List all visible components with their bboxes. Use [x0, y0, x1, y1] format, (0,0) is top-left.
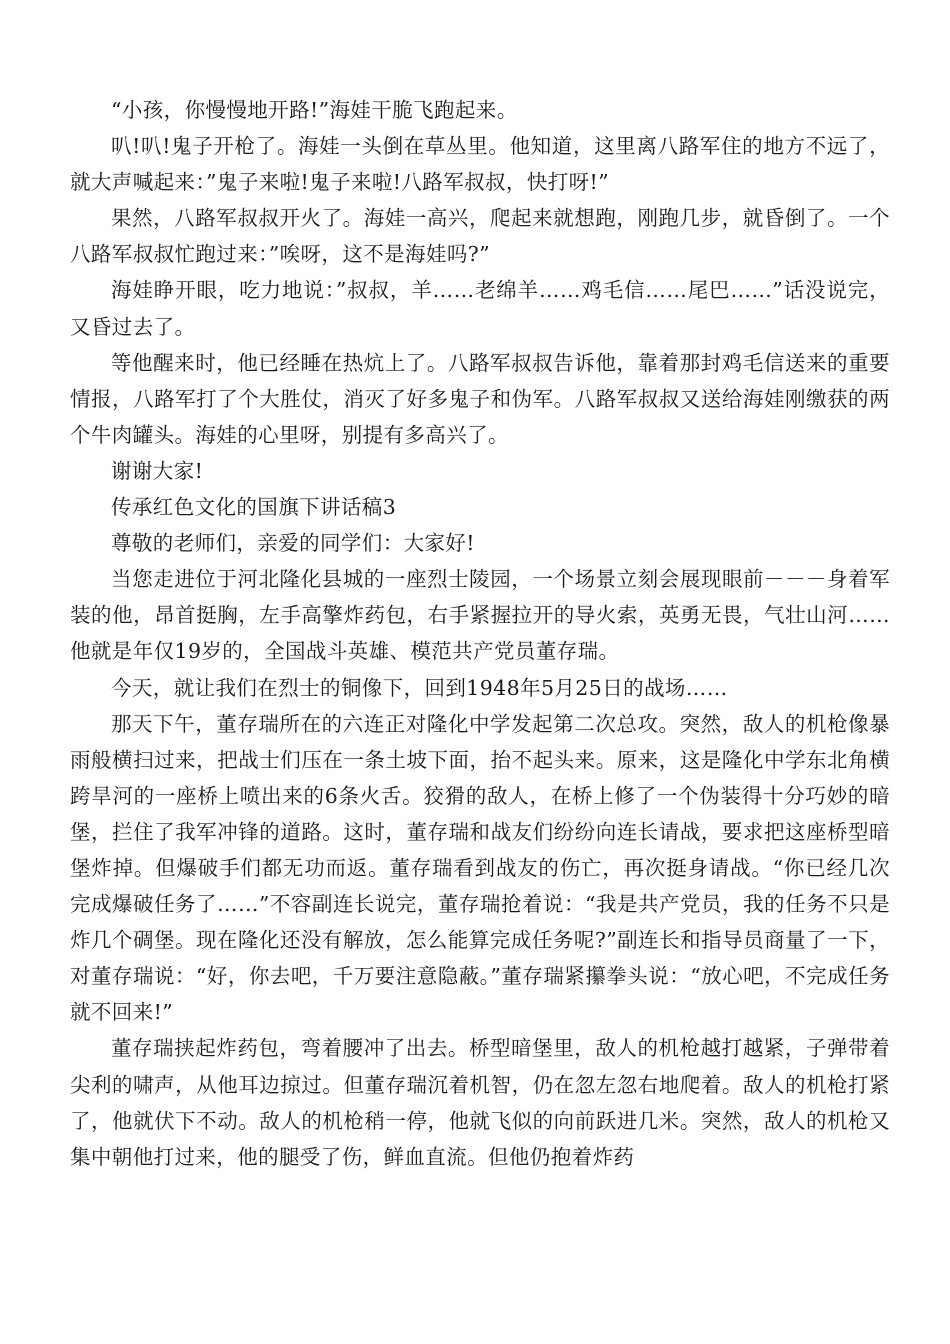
paragraph: 董存瑞挟起炸药包，弯着腰冲了出去。桥型暗堡里，敌人的机枪越打越紧，子弹带着尖利的啸声，从他耳边掠过。但董存瑞沉着机智，仍在忽左忽右地爬着。敌人的机枪打紧了，他就伏下不动。敌人的机枪稍一停，他就飞似的向前跃进几米。突然，敌人的机枪又集中朝他打过来，他的腿受了伤，鲜血直流。但他仍抱着炸药	[70, 1036, 890, 1169]
greeting-line: 尊敬的老师们，亲爱的同学们：大家好!	[111, 531, 475, 556]
section-heading: 传承红色文化的国旗下讲话稿3	[111, 495, 397, 520]
paragraph: 海娃睁开眼，吃力地说：”叔叔，羊……老绵羊……鸡毛信……尾巴……”话没说完，又昏过去了。	[70, 278, 890, 339]
paragraph: “小孩，你慢慢地开路!”海娃干脆飞跑起来。	[111, 98, 518, 122]
paragraph: 今天，就让我们在烈士的铜像下，回到1948年5月25日的战场……	[111, 675, 728, 700]
paragraph: 当您走进位于河北隆化县城的一座烈士陵园，一个场景立刻会展现眼前－－－身着军装的他，昂首挺胸，左手高擎炸药包，右手紧握拉开的导火索，英勇无畏，气壮山河……他就是年仅19岁的，全国战斗英雄、模范共产党员董存瑞。	[70, 567, 890, 664]
paragraph: 那天下午，董存瑞所在的六连正对隆化中学发起第二次总攻。突然，敌人的机枪像暴雨般横扫过来，把战士们压在一条土坡下面，抬不起头来。原来，这是隆化中学东北角横跨旱河的一座桥上喷出来的6条火舌。狡猾的敌人，在桥上修了一个伪装得十分巧妙的暗堡，拦住了我军冲锋的道路。这时，董存瑞和战友们纷纷向连长请战，要求把这座桥型暗堡炸掉。但爆破手们都无功而返。董存瑞看到战友的伤亡，再次挺身请战。“你已经几次完成爆破任务了……”不容副连长说完，董存瑞抢着说：“我是共产党员，我的任务不只是炸几个碉堡。现在隆化还没有解放，怎么能算完成任务呢?”副连长和指导员商量了一下，对董存瑞说：“好，你去吧，千万要注意隐蔽。”董存瑞紧攥拳头说：“放心吧，不完成任务就不回来!”	[70, 711, 890, 1025]
paragraph: 果然，八路军叔叔开火了。海娃一高兴，爬起来就想跑，刚跑几步，就昏倒了。一个八路军叔叔忙跑过来：”唉呀，这不是海娃吗?”	[70, 206, 890, 267]
closing-line: 谢谢大家!	[111, 458, 204, 483]
document-body	[70, 92, 890, 1175]
paragraph: 叭!叭!鬼子开枪了。海娃一头倒在草丛里。他知道，这里离八路军住的地方不远了，就大声喊起来：”鬼子来啦!鬼子来啦!八路军叔叔，快打呀!”	[70, 134, 890, 195]
paragraph: 等他醒来时，他已经睡在热炕上了。八路军叔叔告诉他，靠着那封鸡毛信送来的重要情报，八路军打了个大胜仗，消灭了好多鬼子和伪军。八路军叔叔又送给海娃刚缴获的两个牛肉罐头。海娃的心里呀，别提有多高兴了。	[70, 350, 890, 447]
